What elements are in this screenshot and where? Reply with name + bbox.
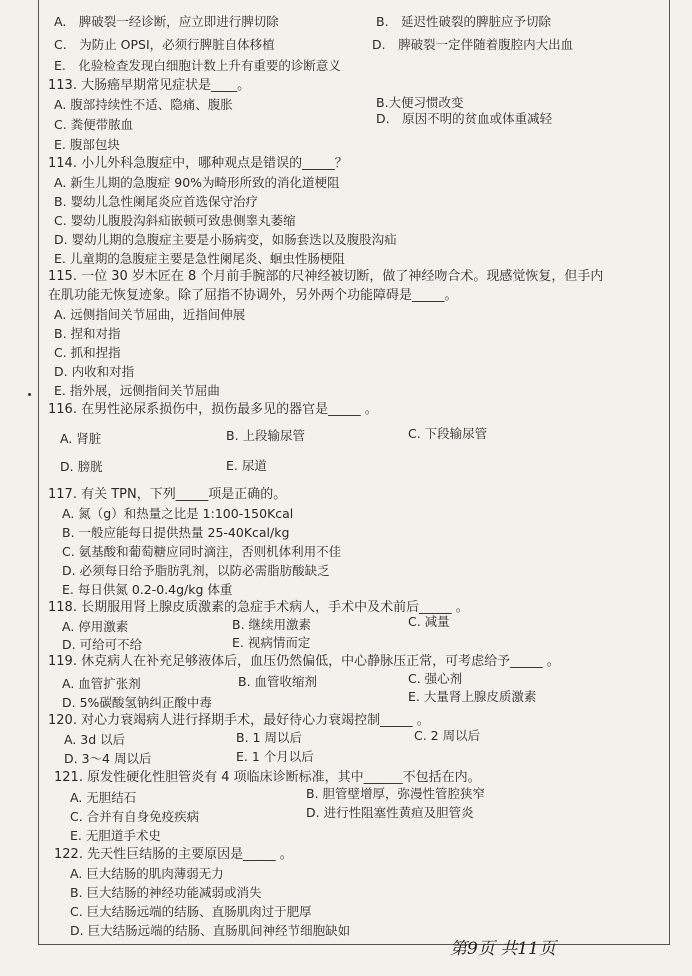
q119-option-b: B. 血管收缩剂: [238, 674, 318, 689]
q115-option-a: A. 远侧指间关节屈曲，近指间伸展: [54, 307, 246, 322]
q114-option-d: D. 婴幼儿期的急腹症主要是小肠病变，如肠套迭以及腹股沟疝: [54, 232, 397, 247]
q114-option-b: B. 婴幼儿急性阑尾炎应首选保守治疗: [54, 194, 259, 209]
q122-option-b: B. 巨大结肠的神经功能减弱或消失: [70, 885, 262, 900]
q114-option-a: A. 新生儿期的急腹症 90%为畸形所致的消化道梗阻: [54, 175, 340, 190]
q117-option-e: E. 每日供氮 0.2-0.4g/kg 体重: [62, 582, 233, 597]
q117-option-b: B. 一般应能每日提供热量 25-40Kcal/kg: [62, 525, 290, 540]
q120-option-b: B. 1 周以后: [236, 730, 302, 745]
q112-option-e: E. 化验检查发现白细胞计数上升有重要的诊断意义: [54, 58, 341, 73]
q122-option-a: A. 巨大结肠的肌肉薄弱无力: [70, 866, 224, 881]
q119-option-d: D. 5%碳酸氢钠纠正酸中毒: [62, 695, 212, 710]
q114-stem: 114. 小儿外科急腹症中，哪种观点是错误的_____？: [48, 156, 348, 171]
q114-option-c: C. 婴幼儿腹股沟斜疝嵌顿可致患侧睾丸萎缩: [54, 213, 296, 228]
q112-option-b: B. 延迟性破裂的脾脏应予切除: [376, 14, 552, 29]
q114-option-e: E. 儿童期的急腹症主要是急性阑尾炎、蛔虫性肠梗阻: [54, 251, 345, 266]
margin-dot: [28, 393, 31, 396]
q118-stem: 118. 长期服用肾上腺皮质激素的急症手术病人，手术中及术前后_____ 。: [48, 600, 469, 615]
q118-option-a: A. 停用激素: [62, 619, 129, 634]
q113-option-d: D. 原因不明的贫血或体重减轻: [376, 111, 553, 126]
q119-option-e: E. 大量肾上腺皮质激素: [408, 689, 537, 704]
q119-stem: 119. 休克病人在补充足够液体后，血压仍然偏低，中心静脉压正常，可考虑给予_____ 。: [48, 654, 560, 669]
q115-option-c: C. 抓和捏指: [54, 345, 121, 360]
q121-option-c: C. 合并有自身免疫疾病: [70, 809, 200, 824]
q112-option-c: C. 为防止 OPSI，必须行脾脏自体移植: [54, 37, 275, 52]
q118-option-b: B. 继续用激素: [232, 617, 312, 632]
q117-option-d: D. 必须每日给予脂肪乳剂，以防必需脂肪酸缺乏: [62, 563, 330, 578]
q113-option-c: C. 粪便带脓血: [54, 117, 134, 132]
q113-option-a: A. 腹部持续性不适、隐痛、腹胀: [54, 97, 233, 112]
q118-option-c: C. 减量: [408, 614, 450, 629]
q115-stem-line2: 在肌功能无恢复迹象。除了屈指不协调外，另外两个功能障碍是_____。: [48, 288, 458, 303]
q116-option-a: A. 肾脏: [60, 431, 102, 446]
q118-option-d: D. 可给可不给: [62, 637, 143, 652]
q112-option-d: D. 脾破裂一定伴随着腹腔内大出血: [372, 37, 574, 52]
q119-option-c: C. 强心剂: [408, 671, 463, 686]
q120-option-d: D. 3～4 周以后: [64, 751, 152, 766]
q115-stem-line1: 115. 一位 30 岁木匠在 8 个月前手腕部的尺神经被切断，做了神经吻合术。现感觉恢复，但手内: [48, 269, 604, 284]
q113-stem: 113. 大肠癌早期常见症状是____。: [48, 78, 251, 93]
q121-option-d: D. 进行性阻塞性黄疸及胆管炎: [306, 805, 474, 820]
q116-option-b: B. 上段输尿管: [226, 428, 306, 443]
q120-option-a: A. 3d 以后: [64, 732, 126, 747]
q117-option-c: C. 氨基酸和葡萄糖应同时滴注，否则机体利用不佳: [62, 544, 342, 559]
q122-stem: 122. 先天性巨结肠的主要原因是_____ 。: [54, 847, 293, 862]
q115-option-d: D. 内收和对指: [54, 364, 135, 379]
q116-stem: 116. 在男性泌尿系损伤中，损伤最多见的器官是_____ 。: [48, 402, 378, 417]
q120-option-e: E. 1 个月以后: [236, 749, 314, 764]
q115-option-b: B. 捏和对指: [54, 326, 121, 341]
q121-option-b: B. 胆管壁增厚，弥漫性管腔狭窄: [306, 786, 486, 801]
q121-stem: 121. 原发性硬化性胆管炎有 4 项临床诊断标准，其中______不包括在内。: [54, 770, 481, 785]
page-number: 第9页 共11页: [450, 939, 556, 959]
q116-option-d: D. 膀胱: [60, 459, 103, 474]
q113-option-e: E. 腹部包块: [54, 137, 120, 152]
q120-option-c: C. 2 周以后: [414, 728, 481, 743]
q120-stem: 120. 对心力衰竭病人进行择期手术，最好待心力衰竭控制_____ 。: [48, 713, 430, 728]
q121-option-e: E. 无胆道手术史: [70, 828, 161, 843]
q121-option-a: A. 无胆结石: [70, 790, 137, 805]
q116-option-e: E. 尿道: [226, 458, 267, 473]
q118-option-e: E. 视病情而定: [232, 635, 311, 650]
q117-option-a: A. 氮（g）和热量之比是 1:100-150Kcal: [62, 506, 294, 521]
q113-option-b: B.大便习惯改变: [376, 95, 464, 110]
q116-option-c: C. 下段输尿管: [408, 426, 488, 441]
q112-option-a: A. 脾破裂一经诊断，应立即进行脾切除: [54, 14, 279, 29]
q119-option-a: A. 血管扩张剂: [62, 676, 141, 691]
q122-option-c: C. 巨大结肠远端的结肠、直肠肌肉过于肥厚: [70, 904, 312, 919]
q122-option-d: D. 巨大结肠远端的结肠、直肠肌间神经节细胞缺如: [70, 923, 351, 938]
q115-option-e: E. 指外展，远侧指间关节屈曲: [54, 383, 220, 398]
q117-stem: 117. 有关 TPN，下列_____项是正确的。: [48, 487, 287, 502]
